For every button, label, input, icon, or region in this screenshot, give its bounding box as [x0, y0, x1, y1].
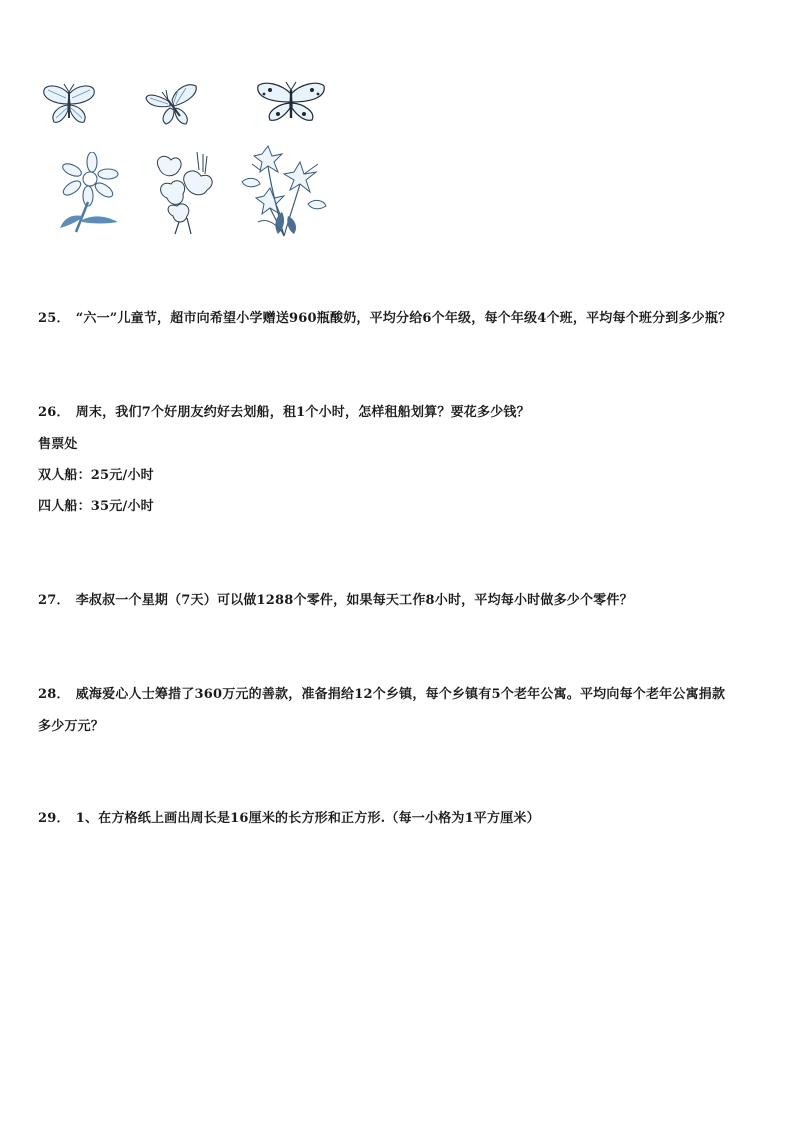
question-text: 1、在方格纸上画出周长是16厘米的长方形和正方形.（每一小格为1平方厘米）: [75, 811, 540, 826]
flower-image-3: [238, 142, 328, 238]
question-25: [38, 310, 731, 328]
butterfly-image-1: [40, 82, 98, 126]
question-27: [38, 592, 633, 610]
question-number: 29．: [38, 811, 70, 826]
butterfly-icon: [144, 82, 200, 128]
flower-image-2: [145, 150, 221, 236]
flower-icon: [238, 142, 328, 238]
double-boat-price: 双人船：25元/小时: [38, 468, 154, 483]
flower-icon: [52, 152, 122, 234]
question-number: 28．: [38, 687, 70, 702]
butterfly-icon: [40, 82, 98, 126]
flower-icon: [145, 150, 221, 236]
question-text: “六一”儿童节，超市向希望小学赠送960瓶酸奶，平均分给6个年级，每个年级4个班，平均每个班分到多少瓶？: [75, 311, 732, 326]
question-28: [38, 686, 725, 704]
flower-image-1: [52, 152, 122, 234]
four-person-boat-price: 四人船：35元/小时: [38, 499, 154, 514]
question-number: 25．: [38, 311, 70, 326]
question-text: 周末，我们7个好朋友约好去划船，租1个小时，怎样租船划算？要花多少钱？: [75, 405, 530, 420]
ticket-office-title: 售票处: [38, 437, 78, 452]
butterfly-image-3: [256, 80, 326, 124]
question-text-line-1: 威海爱心人士筹措了360万元的善款，准备捐给12个乡镇，每个乡镇有5个老年公寓。平均向每个老年公寓捐款: [75, 687, 726, 702]
butterfly-image-2: [144, 82, 200, 128]
question-text: 李叔叔一个星期（7天）可以做1288个零件，如果每天工作8小时，平均每小时做多少个零件？: [75, 593, 633, 608]
question-28-continuation: [38, 718, 104, 736]
butterfly-icon: [256, 80, 326, 124]
question-29: [38, 810, 540, 828]
question-26: [38, 404, 530, 422]
question-number: 26．: [38, 405, 70, 420]
question-text-line-2: 多少万元？: [38, 719, 105, 734]
question-number: 27．: [38, 593, 70, 608]
